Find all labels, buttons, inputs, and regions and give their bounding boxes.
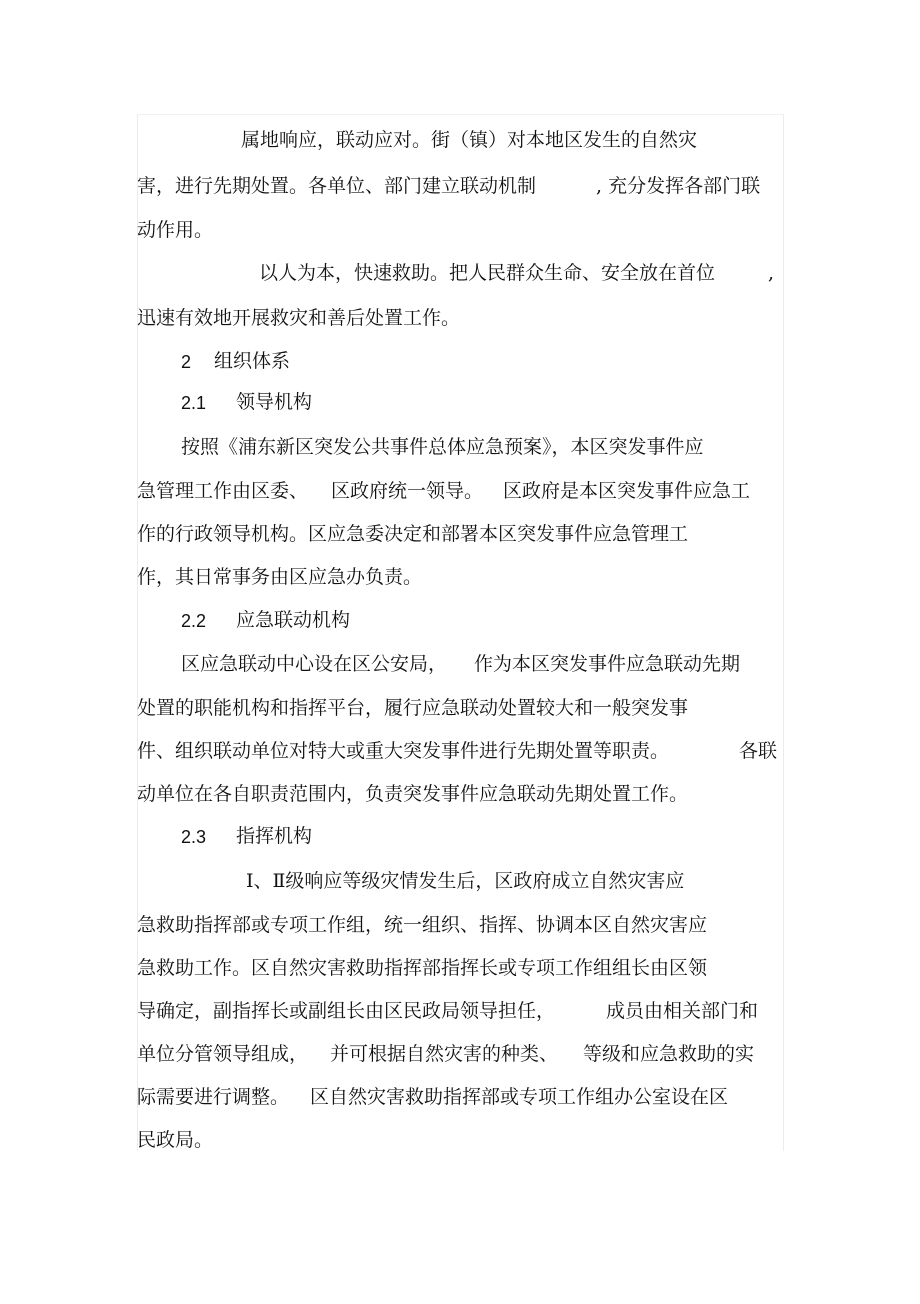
text-line: 按照《浦东新区突发公共事件总体应急预案》，本区突发事件应 bbox=[181, 436, 704, 458]
text-line: 迅速有效地开展救灾和善后处置工作。 bbox=[137, 307, 461, 329]
text-line: , bbox=[768, 262, 775, 284]
text-line: 作的行政领导机构。区应急委决定和部署本区突发事件应急管理工 bbox=[137, 523, 689, 545]
text-line: 处置的职能机构和指挥平台，履行应急联动处置较大和一般突发事 bbox=[137, 697, 689, 719]
text-line: Ⅰ、Ⅱ级响应等级灾情发生后，区政府成立自然灾害应 bbox=[246, 870, 685, 892]
text-line: 际需要进行调整。 bbox=[137, 1086, 290, 1108]
text-line: 件、组织联动单位对特大或重大突发事件进行先期处置等职责。 bbox=[137, 740, 670, 762]
text-line: 成员由相关部门和 bbox=[606, 1000, 759, 1022]
text-line: 导确定，副指挥长或副组长由区民政局领导担任， bbox=[137, 1000, 556, 1022]
text-line: 区应急联动中心设在区公安局， bbox=[181, 653, 448, 675]
text-line: 并可根据自然灾害的种类、 bbox=[330, 1043, 559, 1065]
text-line: , 充分发挥各部门联 bbox=[596, 175, 761, 197]
text-line: 以人为本，快速救助。把人民群众生命、安全放在首位 bbox=[259, 262, 716, 284]
text-line: 动作用。 bbox=[137, 219, 214, 241]
text-line: 等级和应急救助的实 bbox=[583, 1043, 755, 1065]
text-line: 作为本区突发事件应急联动先期 bbox=[474, 653, 741, 675]
text-line: 区自然灾害救助指挥部或专项工作组办公室设在区 bbox=[310, 1086, 729, 1108]
text-line: 民政局。 bbox=[137, 1129, 214, 1151]
heading-number: 2.1 bbox=[181, 393, 207, 413]
text-line: 急救助指挥部或专项工作组，统一组织、指挥、协调本区自然灾害应 bbox=[137, 914, 708, 936]
heading-number: 2 bbox=[181, 352, 192, 372]
text-line: 各联 bbox=[739, 740, 778, 762]
text-line: 属地响应，联动应对。街（镇）对本地区发生的自然灾 bbox=[241, 129, 698, 151]
heading-title: 指挥机构 bbox=[236, 825, 313, 847]
heading-title: 领导机构 bbox=[236, 391, 313, 413]
heading-number: 2.3 bbox=[181, 827, 207, 847]
text-line: 区政府统一领导。 bbox=[331, 480, 484, 502]
text-line: 作，其日常事务由区应急办负责。 bbox=[137, 566, 423, 588]
text-line: 动单位在各自职责范围内，负责突发事件应急联动先期处置工作。 bbox=[137, 783, 689, 805]
heading-title: 应急联动机构 bbox=[236, 609, 351, 631]
heading-title: 组织体系 bbox=[214, 350, 291, 372]
text-line: 单位分管领导组成， bbox=[137, 1043, 309, 1065]
heading-number: 2.2 bbox=[181, 611, 207, 631]
text-line: 急救助工作。区自然灾害救助指挥部指挥长或专项工作组组长由区领 bbox=[137, 957, 708, 979]
text-line: 区政府是本区突发事件应急工 bbox=[503, 480, 751, 502]
text-line: 急管理工作由区委、 bbox=[137, 480, 309, 502]
text-line: 害，进行先期处置。各单位、部门建立联动机制 bbox=[137, 175, 537, 197]
